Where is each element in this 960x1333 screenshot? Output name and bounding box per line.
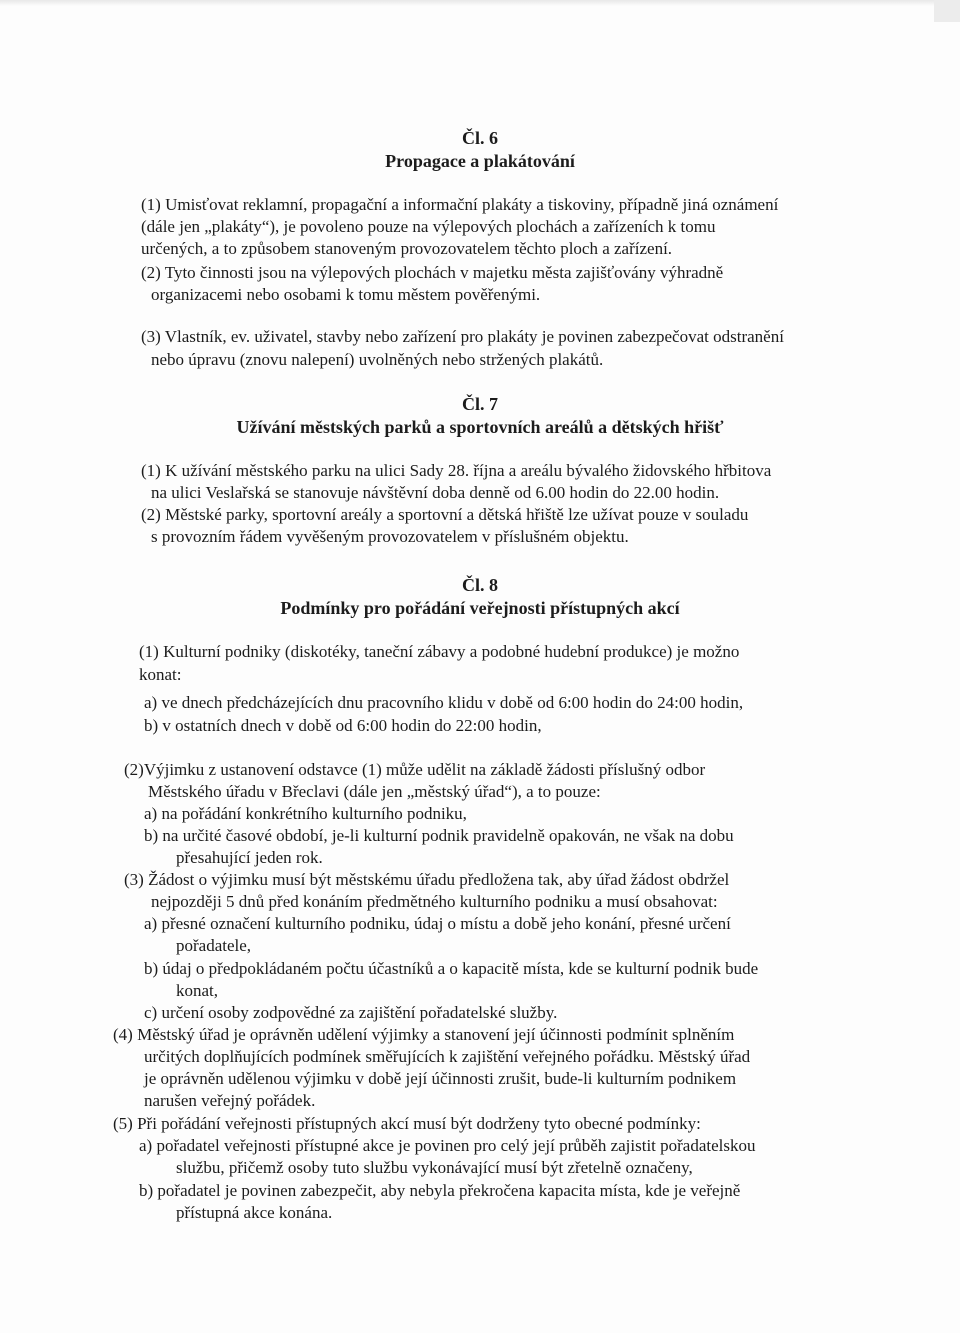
- article-8-item-3a-line: pořadatele,: [176, 936, 252, 955]
- article-8-paragraph-4-line: určitých doplňujících podmínek směřujících k zajištění veřejného pořádku. Městský úřad: [144, 1047, 751, 1066]
- article-8-item-1b: b) v ostatních dnech v době od 6:00 hodin do 22:00 hodin,: [144, 716, 542, 735]
- article-8-paragraph-2-line: (2)Výjimku z ustanovení odstavce (1) může udělit na základě žádosti příslušný odbor: [124, 760, 706, 779]
- article-8-item-2a: a) na pořádání konkrétního kulturního podniku,: [144, 804, 467, 823]
- article-8-title: Podmínky pro pořádání veřejnosti přístupných akcí: [280, 598, 680, 618]
- article-8-item-2b-line: b) na určité časové období, je-li kulturní podnik pravidelně opakován, ne však na dobu: [144, 826, 734, 845]
- article-7-title: Užívání městských parků a sportovních areálů a dětských hřišť: [236, 417, 724, 437]
- article-6-paragraph-2-line: organizacemi nebo osobami k tomu městem pověřenými.: [151, 285, 541, 304]
- article-7-paragraph-2-line: (2) Městské parky, sportovní areály a sportovní a dětská hřiště lze užívat pouze v souladu: [141, 505, 749, 524]
- scan-edge-top: [0, 0, 960, 6]
- article-6-number: Čl. 6: [462, 128, 498, 148]
- article-7-paragraph-1-line: na ulici Veslařská se stanovuje návštěvní doba denně od 6.00 hodin do 22.00 hodin.: [151, 483, 720, 502]
- article-8-paragraph-1-line: konat:: [139, 665, 182, 684]
- article-8-paragraph-4-line: narušen veřejný pořádek.: [144, 1091, 316, 1110]
- article-8-paragraph-3-line: (3) Žádost o výjimku musí být městskému úřadu předložena tak, aby úřad žádost obdržel: [124, 870, 730, 889]
- article-8-paragraph-2-line: Městského úřadu v Břeclavi (dále jen „městský úřad“), a to pouze:: [148, 782, 601, 801]
- article-6-paragraph-2-line: (2) Tyto činnosti jsou na výlepových plochách v majetku města zajišťovány výhradně: [141, 263, 724, 282]
- article-8-item-3b-line: konat,: [176, 981, 219, 1000]
- article-8-paragraph-4-line: (4) Městský úřad je oprávněn udělení výjimky a stanovení její účinnosti podmínit splněním: [113, 1025, 735, 1044]
- article-8-item-5b-line: b) pořadatel je povinen zabezpečit, aby nebyla překročena kapacita místa, kde je veřejně: [139, 1181, 741, 1200]
- article-6-title: Propagace a plakátování: [385, 151, 575, 171]
- scan-edge-corner: [934, 0, 960, 22]
- article-7-paragraph-2-line: s provozním řádem vyvěšeným provozovatelem v příslušném objektu.: [151, 527, 629, 546]
- article-8-number: Čl. 8: [462, 575, 498, 595]
- article-8-paragraph-5: (5) Při pořádání veřejnosti přístupných akcí musí být dodrženy tyto obecné podmínky:: [113, 1114, 701, 1133]
- article-8-item-1a: a) ve dnech předcházejících dnu pracovního klidu v době od 6:00 hodin do 24:00 hodin,: [144, 693, 744, 712]
- article-8-item-3b-line: b) údaj o předpokládaném počtu účastníků a o kapacitě místa, kde se kulturní podnik bude: [144, 959, 759, 978]
- article-8-paragraph-3-line: nejpozději 5 dnů před konáním předmětného kulturního podniku a musí obsahovat:: [151, 892, 718, 911]
- article-8-item-5a-line: a) pořadatel veřejnosti přístupné akce je povinen pro celý její průběh zajistit pořadatelskou: [139, 1136, 756, 1155]
- article-6-paragraph-1-line: (dále jen „plakáty“), je povoleno pouze na výlepových plochách a zařízeních k tomu: [141, 217, 716, 236]
- article-6-paragraph-1-line: (1) Umisťovat reklamní, propagační a informační plakáty a tiskoviny, případně jiná oznámení: [141, 195, 779, 214]
- article-8-paragraph-1-line: (1) Kulturní podniky (diskotéky, taneční zábavy a podobné hudební produkce) je možno: [139, 642, 740, 661]
- article-8-item-3c: c) určení osoby zodpovědné za zajištění pořadatelské služby.: [144, 1003, 558, 1022]
- article-7-number: Čl. 7: [462, 394, 498, 414]
- article-8-item-3a-line: a) přesné označení kulturního podniku, údaj o místu a době jeho konání, přesné určení: [144, 914, 731, 933]
- article-8-paragraph-4-line: je oprávněn udělenou výjimku v době její účinnosti zrušit, bude-li kulturním podnikem: [144, 1069, 737, 1088]
- article-6-paragraph-3-line: nebo úpravu (znovu nalepení) uvolněných nebo stržených plakátů.: [151, 350, 604, 369]
- article-7-paragraph-1-line: (1) K užívání městského parku na ulici Sady 28. října a areálu bývalého židovského hřbitova: [141, 461, 772, 480]
- article-6-paragraph-1-line: určených, a to způsobem stanoveným provozovatelem těchto ploch a zařízení.: [141, 239, 673, 258]
- article-6-paragraph-3-line: (3) Vlastník, ev. uživatel, stavby nebo zařízení pro plakáty je povinen zabezpečovat odstranění: [141, 327, 784, 346]
- article-8-item-5b-line: přístupná akce konána.: [176, 1203, 333, 1222]
- article-8-item-5a-line: službu, přičemž osoby tuto službu vykonávající musí být zřetelně označeny,: [176, 1158, 693, 1177]
- article-8-item-2b-line: přesahující jeden rok.: [176, 848, 323, 867]
